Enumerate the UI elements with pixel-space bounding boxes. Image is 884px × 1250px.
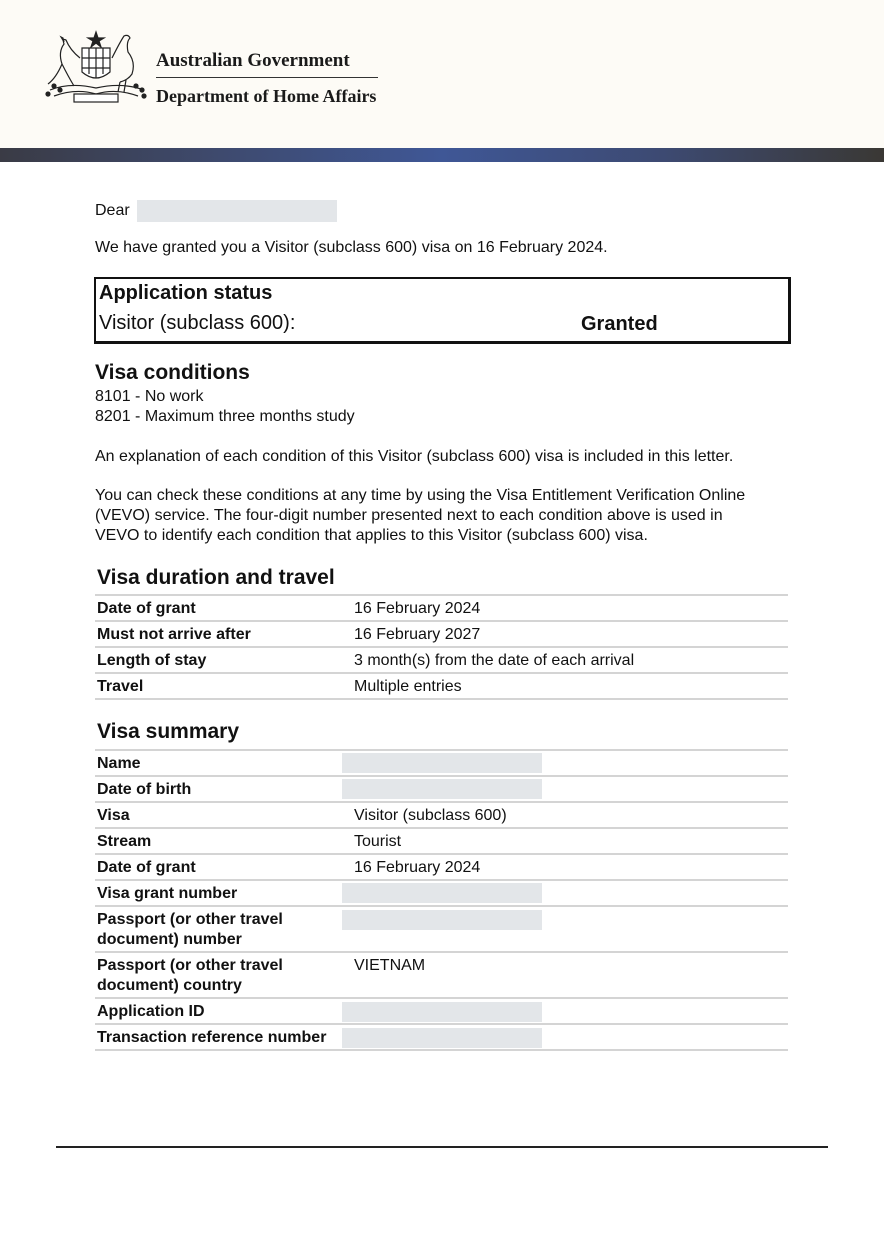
- application-status-value: Granted: [581, 313, 658, 335]
- table-row: [95, 907, 788, 953]
- row-value: 16 February 2024: [354, 859, 481, 876]
- row-label: Name: [97, 755, 141, 772]
- name-redacted: [342, 753, 542, 773]
- row-label: Application ID: [97, 1003, 205, 1020]
- vevo-paragraph-line: VEVO to identify each condition that applies to this Visitor (subclass 600) visa.: [95, 527, 648, 544]
- row-label: Date of grant: [97, 859, 196, 876]
- salutation: Dear: [95, 202, 130, 219]
- row-value: Tourist: [354, 833, 402, 850]
- row-label: document) country: [97, 977, 242, 994]
- table-row: [95, 855, 788, 881]
- date-of-birth-redacted: [342, 779, 542, 799]
- row-value: 3 month(s) from the date of each arrival: [354, 652, 635, 669]
- header-band: [0, 148, 884, 162]
- government-name: Australian Government: [156, 50, 350, 71]
- department-name: Department of Home Affairs: [156, 86, 377, 106]
- row-value: 16 February 2027: [354, 626, 481, 643]
- table-row: [95, 1025, 788, 1051]
- application-status-box: [94, 277, 791, 344]
- recipient-name-redacted: [137, 200, 337, 222]
- row-label: Date of grant: [97, 600, 196, 617]
- table-row: [95, 648, 788, 674]
- table-row: [95, 953, 788, 999]
- application-id-redacted: [342, 1002, 542, 1022]
- conditions-explanation: An explanation of each condition of this Visitor (subclass 600) visa is included in this letter.: [95, 448, 734, 465]
- visa-conditions-heading: Visa conditions: [95, 361, 250, 384]
- row-label: document) number: [97, 931, 242, 948]
- table-row: [95, 596, 788, 622]
- table-row: [95, 999, 788, 1025]
- row-value: Multiple entries: [354, 678, 462, 695]
- table-row: [95, 881, 788, 907]
- row-label: Passport (or other travel: [97, 911, 283, 928]
- row-value: Visitor (subclass 600): [354, 807, 507, 824]
- condition-item: 8201 - Maximum three months study: [95, 408, 355, 425]
- grant-intro: We have granted you a Visitor (subclass 600) visa on 16 February 2024.: [95, 239, 608, 256]
- row-label: Length of stay: [97, 652, 207, 669]
- row-label: Must not arrive after: [97, 626, 251, 643]
- visa-summary-table: [95, 749, 788, 1051]
- vevo-paragraph-line: You can check these conditions at any time by using the Visa Entitlement Verification Online: [95, 487, 746, 504]
- table-row: [95, 674, 788, 700]
- table-row: [95, 777, 788, 803]
- row-label: Transaction reference number: [97, 1029, 327, 1046]
- letterhead: [0, 0, 884, 148]
- row-value: VIETNAM: [354, 957, 426, 974]
- row-label: Visa grant number: [97, 885, 238, 902]
- table-row: [95, 751, 788, 777]
- vevo-paragraph-line: (VEVO) service. The four-digit number presented next to each condition above is used in: [95, 507, 723, 524]
- table-row: [95, 803, 788, 829]
- footer-divider: [56, 1146, 828, 1148]
- application-status-title: Application status: [99, 282, 273, 304]
- row-label: Visa: [97, 807, 130, 824]
- row-label: Travel: [97, 678, 144, 695]
- table-row: [95, 622, 788, 648]
- row-label: Passport (or other travel: [97, 957, 283, 974]
- coat-of-arms-icon: [40, 28, 152, 108]
- visa-duration-table: [95, 594, 788, 700]
- application-status-visa: Visitor (subclass 600):: [99, 312, 296, 334]
- visa-duration-heading: Visa duration and travel: [97, 566, 335, 589]
- visa-grant-number-redacted: [342, 883, 542, 903]
- visa-summary-heading: Visa summary: [97, 720, 240, 743]
- table-row: [95, 829, 788, 855]
- row-label: Stream: [97, 833, 152, 850]
- row-value: 16 February 2024: [354, 600, 481, 617]
- row-label: Date of birth: [97, 781, 192, 798]
- header-divider: [156, 77, 378, 78]
- passport-number-redacted: [342, 910, 542, 930]
- condition-item: 8101 - No work: [95, 388, 204, 405]
- transaction-reference-redacted: [342, 1028, 542, 1048]
